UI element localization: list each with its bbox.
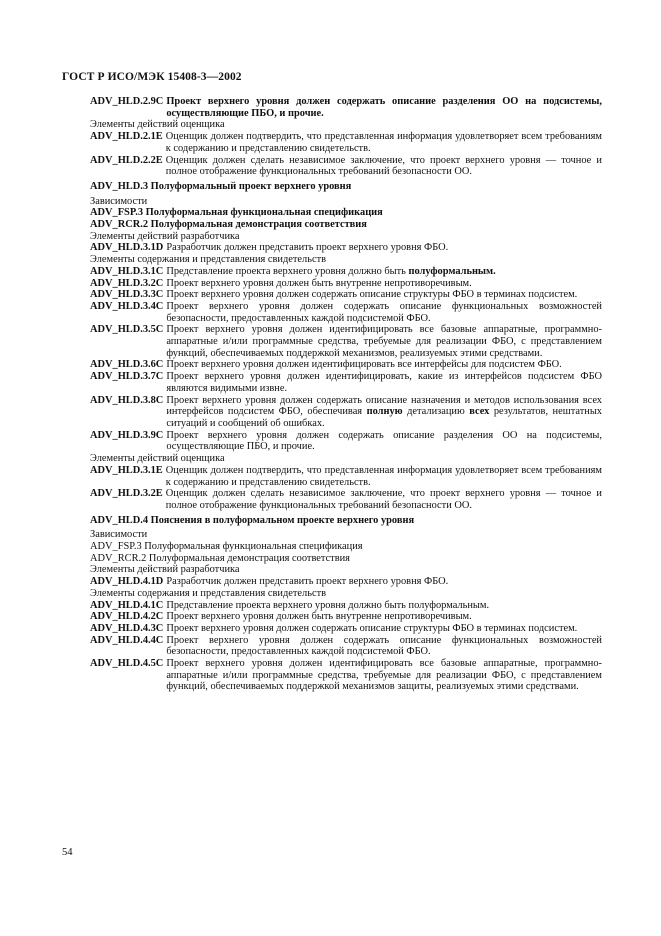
requirement-item [90, 635, 602, 658]
requirement-text: Проект верхнего уровня должен содержать описание разделения ОО на подсистемы, осуществляющие ПБО, и прочие. [166, 96, 602, 119]
requirement-item [90, 611, 602, 623]
requirement-text: Проект верхнего уровня должен содержать описание функциональных возможностей безопасности, предоставленных каждой подсистемой ФБО. [166, 634, 602, 658]
requirement-text: Проект верхнего уровня должен содержать описание структуры ФБО в терминах подсистем. [166, 622, 578, 634]
requirement-code: ADV_HLD.3.1C [90, 265, 164, 277]
requirement-item [90, 96, 602, 119]
requirement-item [90, 576, 602, 588]
requirement-item [90, 278, 602, 290]
requirement-item [90, 465, 602, 488]
subsection-heading: Элементы действий оценщика [90, 453, 225, 465]
section-title: ADV_HLD.4 Пояснения в полуформальном проекте верхнего уровня [90, 514, 415, 526]
dependency-item: ADV_RCR.2 Полуформальная демонстрация соответствия [90, 219, 367, 231]
text-run: детализацию [402, 406, 470, 418]
page-number: 54 [62, 847, 73, 858]
requirement-text: Оценщик должен подтвердить, что представленная информация удовлетворяет всем требованиям к содержанию и представлению свидетельств. [165, 464, 602, 488]
requirement-code: ADV_HLD.3.7C [90, 371, 164, 383]
requirement-text: Проект верхнего уровня должен быть внутренне непротиворечивым. [166, 277, 472, 289]
requirement-code: ADV_HLD.4.2C [90, 611, 164, 623]
requirement-text: Оценщик должен сделать независимое заключение, что проект верхнего уровня — точное и полное отображение функциональных требований безопасности ОО. [165, 488, 602, 511]
requirement-item [90, 131, 602, 154]
requirement-code: ADV_HLD.3.8C [90, 394, 164, 406]
text-run: результатов, нештатных ситуаций и сообщений об ошибках. [166, 406, 603, 429]
requirement-code: ADV_HLD.2.9C [90, 96, 164, 107]
requirement-code: ADV_HLD.3.2C [90, 277, 164, 289]
dependency-item: ADV_FSP.3 Полуформальная функциональная спецификация [90, 207, 383, 219]
requirement-code: ADV_HLD.3.2E [90, 488, 163, 500]
requirement-item [90, 600, 602, 612]
text-run: Представление проекта верхнего уровня должно быть [166, 265, 409, 277]
requirement-code: ADV_HLD.4.5C [90, 658, 164, 670]
requirement-code: ADV_HLD.3.1E [90, 464, 163, 476]
page-content [90, 96, 602, 693]
requirement-code: ADV_HLD.2.1E [90, 131, 163, 143]
requirement-text: Проект верхнего уровня должен быть внутренне непротиворечивым. [166, 611, 472, 623]
requirement-code: ADV_HLD.3.6C [90, 359, 164, 371]
requirement-item [90, 658, 602, 693]
requirement-item [90, 242, 602, 254]
requirement-text: Проект верхнего уровня должен идентифицировать все интерфейсы для подсистем ФБО. [166, 359, 562, 371]
requirement-code: ADV_HLD.4.1D [90, 576, 164, 588]
requirement-text: Проект верхнего уровня должен содержать описание функциональных возможностей безопасности, предоставленных каждой подсистемой ФБО. [166, 300, 602, 324]
requirement-code: ADV_HLD.3.4C [90, 300, 164, 312]
requirement-code: ADV_HLD.4.4C [90, 634, 164, 646]
requirement-text: Оценщик должен подтвердить, что представленная информация удовлетворяет всем требованиям к содержанию и представлению свидетельств. [165, 131, 602, 154]
requirement-text [166, 266, 602, 278]
requirement-code: ADV_HLD.2.2E [90, 154, 163, 166]
emphasis-text: полную [366, 406, 403, 418]
page-header: ГОСТ Р ИСО/МЭК 15408-3—2002 [62, 71, 242, 83]
dependency-item: ADV_FSP.3 Полуформальная функциональная спецификация [90, 541, 363, 553]
requirement-item [90, 371, 602, 394]
requirement-item [90, 359, 602, 371]
requirement-text: Проект верхнего уровня должен содержать описание разделения ОО на подсистемы, осуществляющие ПБО, и прочие. [166, 429, 602, 453]
requirement-text: Проект верхнего уровня должен идентифицировать все базовые аппаратные, программно-аппаратные и/или программные средства, требуемые для реализации ФБО, с представлением функций, обеспечиваемых поддержкой механизмов, реализуемых этими средствами. [166, 324, 602, 359]
text-run: Проект верхнего уровня должен содержать описание назначения и методов использования всех интерфейсов подсистем ФБО, обеспечивая [166, 394, 602, 418]
requirement-item [90, 266, 602, 278]
emphasis-text: полуформальным. [408, 265, 496, 277]
requirement-text: Проект верхнего уровня должен содержать описание структуры ФБО в терминах подсистем. [166, 289, 578, 301]
requirement-text: Проект верхнего уровня должен идентифицировать, какие из интерфейсов подсистем ФБО являются видимыми извне. [166, 371, 602, 394]
dependency-item: ADV_RCR.2 Полуформальная демонстрация соответствия [90, 552, 350, 564]
requirement-text: Оценщик должен сделать независимое заключение, что проект верхнего уровня — точное и полное отображение функциональных требований безопасности ОО. [165, 154, 602, 178]
subsection-heading: Элементы действий оценщика [90, 119, 225, 131]
requirement-item [90, 324, 602, 359]
requirement-item [90, 395, 602, 430]
requirement-code: ADV_HLD.4.1C [90, 599, 164, 611]
requirement-code: ADV_HLD.3.9C [90, 429, 164, 441]
requirement-code: ADV_HLD.3.1D [90, 242, 164, 254]
requirement-item [90, 623, 602, 635]
requirement-item [90, 155, 602, 178]
requirement-item [90, 430, 602, 453]
requirement-text: Проект верхнего уровня должен идентифицировать все базовые аппаратные, программно-аппаратные и/или программные средства, требуемые для реализации ФБО, с представлением функций, обеспечиваемых поддержкой механизмов защиты, реализуемых этими средствами. [166, 658, 602, 693]
requirement-code: ADV_HLD.4.3C [90, 622, 164, 634]
subsection-heading: Зависимости [90, 529, 148, 541]
requirement-text: Разработчик должен представить проект верхнего уровня ФБО. [166, 576, 449, 588]
requirement-text: Представление проекта верхнего уровня должно быть полуформальным. [166, 599, 490, 611]
subsection-heading: Зависимости [90, 195, 148, 207]
requirement-item [90, 488, 602, 511]
requirement-item [90, 289, 602, 301]
subsection-heading: Элементы содержания и представления свидетельств [90, 254, 327, 266]
emphasis-text: всех [469, 406, 490, 418]
requirement-text: Разработчик должен представить проект верхнего уровня ФБО. [166, 242, 449, 254]
requirement-code: ADV_HLD.3.3C [90, 289, 164, 301]
requirement-code: ADV_HLD.3.5C [90, 324, 164, 336]
section-title: ADV_HLD.3 Полуформальный проект верхнего уровня [90, 180, 352, 192]
subsection-heading: Элементы действий разработчика [90, 564, 240, 576]
subsection-heading: Элементы содержания и представления свидетельств [90, 587, 327, 599]
subsection-heading: Элементы действий разработчика [90, 230, 240, 242]
requirement-text [166, 395, 602, 430]
requirement-item [90, 301, 602, 324]
